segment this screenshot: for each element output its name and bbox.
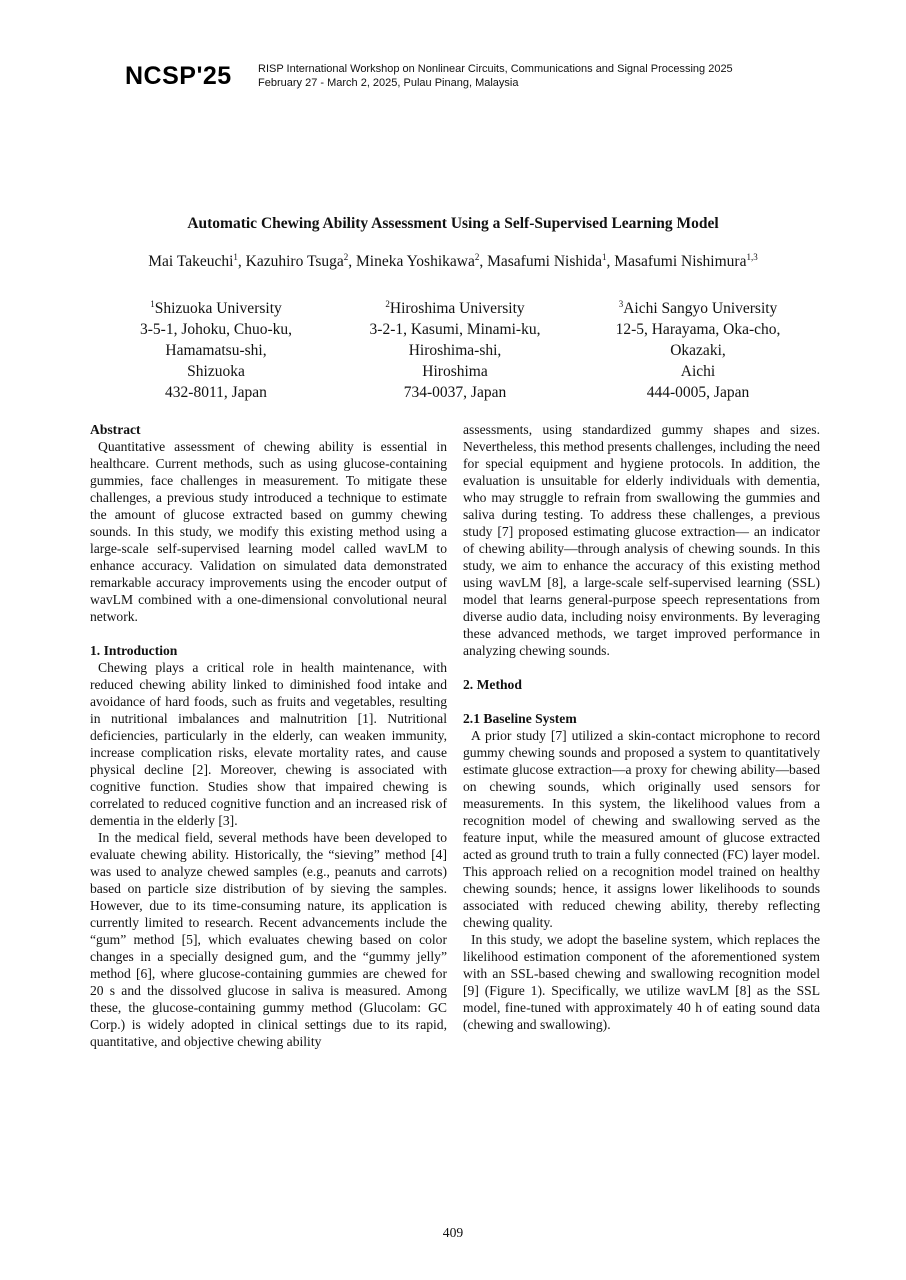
author-name: Masafumi Nishida$^1$ <box>487 252 607 271</box>
author-name: Kazuhiro Tsuga$^2$ <box>245 252 349 271</box>
affiliation-sup: 2 <box>385 299 390 309</box>
method-paragraph: In this study, we adopt the baseline system, which replaces the likelihood estimation component of the aforementioned system with an SSL-based chewing and swallowing recognition model [9] (Figure 1). Specifically, we utilize wavLM [8] as the SSL model, fine-tuned with approximately 40 h of eating sound data (chewing and swallowing). <box>463 932 820 1032</box>
conference-dates: February 27 - March 2, 2025, Pulau Pinang, Malaysia <box>258 76 519 89</box>
affiliation-line: 444-0005, Japan <box>646 384 750 402</box>
affiliation-line: Hamamatsu-shi, <box>165 342 267 360</box>
introduction-paragraph: Chewing plays a critical role in health maintenance, with reduced chewing ability linked to diminished food intake and avoidance of hard foods, such as fruits and vegetables, resulting in nutritional imbalances and malnutrition [1]. Nutritional deficiencies, particularly in the elderly, can weaken immunity, increase complication risks, elevate mortality rates, and cause physical decline [2]. Moreover, chewing is associated with cognitive function. Studies show that impaired chewing is correlated to reduced cognitive function and an increased risk of dementia in the elderly [3]. <box>90 660 447 828</box>
method-heading: 2. Method <box>463 677 522 692</box>
abstract-heading: Abstract <box>90 422 141 437</box>
affiliation-line: Hiroshima-shi, <box>408 342 502 360</box>
affiliation-1 <box>96 294 336 403</box>
affiliation-name: $^1$Shizuoka University <box>150 299 282 318</box>
author-affiliation-sup: 1,3 <box>746 252 758 262</box>
affiliation-line: 3-2-1, Kasumi, Minami-ku, <box>369 321 541 339</box>
method-paragraph: A prior study [7] utilized a skin-contact microphone to record gummy chewing sounds and proposed a system to quantitatively estimate glucose extraction—a proxy for chewing ability—based on chewing sounds, which originally used sensors for measurements. In this system, the likelihood values from a recognition model of chewing and swallowing served as the feature input, while the measured amount of glucose extracted acted as ground truth to train a fully connected (FC) layer model. This approach relied on a recognition model trained on healthy chewing sounds; hence, it assigns lower likelihoods to sounds associated with reduced chewing ability, thereby reflecting chewing quality. <box>463 728 820 930</box>
affiliation-2 <box>335 294 575 403</box>
affiliation-sup: 1 <box>150 299 155 309</box>
affiliation-name: $^2$Hiroshima University <box>385 299 525 318</box>
left-column <box>90 421 447 1050</box>
affiliation-line: Hiroshima <box>422 363 488 381</box>
conference-logo: NCSP'25 <box>125 62 232 90</box>
paper-title: Automatic Chewing Ability Assessment Using a Self-Supervised Learning Model <box>187 215 719 232</box>
author-name: Mai Takeuchi$^1$ <box>148 252 238 271</box>
conference-info <box>258 63 733 90</box>
page-number: 409 <box>442 1225 464 1240</box>
affiliation-line: 3-5-1, Johoku, Chuo-ku, <box>140 321 292 339</box>
affiliation-line: Okazaki, <box>670 342 726 360</box>
affiliation-line: 734-0037, Japan <box>403 384 507 402</box>
baseline-system-heading: 2.1 Baseline System <box>463 711 577 726</box>
author-affiliation-sup: 1 <box>602 252 607 262</box>
affiliation-3 <box>578 294 818 403</box>
author-affiliation-sup: 1 <box>233 252 238 262</box>
affiliation-name: $^3$Aichi Sangyo University <box>618 299 778 318</box>
author-affiliation-sup: 2 <box>474 252 480 262</box>
affiliation-line: Aichi <box>680 363 716 381</box>
author-name: Mineka Yoshikawa$^2$ <box>356 252 480 271</box>
abstract-text: Quantitative assessment of chewing ability is essential in healthcare. Current methods, such as using glucose-containing gummies, face challenges in measurement. To mitigate these challenges, a previous study introduced a technique to estimate the amount of glucose extracted based on gummy chewing sounds. In this study, we modify this existing method using a large-scale self-supervised learning model called wavLM to enhance accuracy. Validation on simulated data demonstrated remarkable accuracy improvements using the encoder output of wavLM combined with a one-dimensional convolutional neural network. <box>90 439 447 624</box>
author-name: Masafumi Nishimura$^{1,3}$ <box>614 252 758 271</box>
author-list: Mai Takeuchi$^1$, Kazuhiro Tsuga$^2$, Mineka Yoshikawa$^2$, Masafumi Nishida$^1$, Masafumi Nishimura$^{1,3}$ <box>148 252 758 271</box>
conference-name: RISP International Workshop on Nonlinear Circuits, Communications and Signal Processing 2025 <box>258 63 733 75</box>
introduction-heading: 1. Introduction <box>90 643 178 658</box>
affiliation-line: 432-8011, Japan <box>165 384 267 402</box>
author-affiliation-sup: 2 <box>343 252 349 262</box>
introduction-paragraph-continued: assessments, using standardized gummy shapes and sizes. Nevertheless, this method presents challenges, including the need for special equipment and hygiene protocols. In addition, the evaluation is unsuitable for elderly individuals with dementia, who may struggle to refrain from swallowing the gummies and saliva during testing. To address these challenges, a previous study [7] proposed estimating glucose extraction— an indicator of chewing ability—through analysis of chewing sounds. In this study, we aim to enhance the accuracy of this existing method using wavLM [8], a large-scale self-supervised learning (SSL) model that learns general-purpose speech representations from diverse audio data, including noisy environments. By leveraging these advanced methods, we target improved performance in analyzing chewing sounds. <box>463 422 820 658</box>
introduction-paragraph: In the medical field, several methods have been developed to evaluate chewing ability. Historically, the “sieving” method [4] was used to analyze chewed samples (e.g., peanuts and carrots) based on particle size distribution of by sieving the samples. However, due to its time-consuming nature, its application is currently limited to research. Recent advancements include the “gum” method [5], which evaluates chewing based on color changes in a specially designed gum, and the “gummy jelly” method [6], where glucose-containing gummies are chewed for 20 s and the dissolved glucose in saliva is measured. Among these, the glucose-containing gummy method (Glucolam: GC Corp.) is widely adopted in clinical settings due to its rapid, quantitative, and objective chewing ability <box>90 830 447 1049</box>
affiliation-line: Shizuoka <box>187 363 245 381</box>
affiliation-sup: 3 <box>618 299 624 309</box>
affiliation-line: 12-5, Harayama, Oka-cho, <box>615 321 781 339</box>
right-column <box>463 421 820 1033</box>
